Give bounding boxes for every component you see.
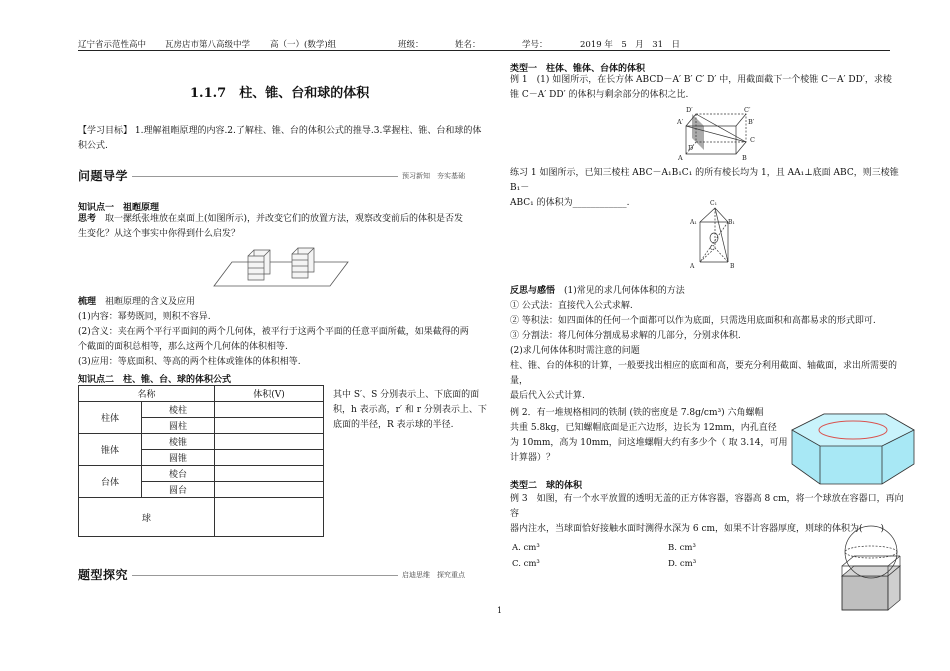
reflection-block — [510, 284, 905, 404]
type-title: 类型一 柱体、锥体、台体的体积 — [510, 64, 646, 74]
table-blank — [215, 498, 324, 537]
svg-text:D: D — [688, 144, 694, 152]
reflection-item: 柱、锥、台的体积的计算，一般要找出相应的底面和高，要充分利用截面、轴截面，求出所需要的量， — [510, 361, 898, 386]
table-header-volume: 体积(V) — [215, 386, 324, 402]
volume-formula-table — [78, 385, 324, 537]
knowledge-point-title: 知识点一 祖暅原理 — [78, 203, 160, 213]
think-label: 思考 — [78, 214, 97, 224]
school-name: 辽宁省示范性高中 — [78, 40, 147, 50]
svg-text:C: C — [710, 245, 715, 252]
svg-text:A: A — [690, 263, 695, 270]
date-label: 2019 年 5 月 31 日 — [580, 40, 681, 50]
comb-block — [78, 295, 503, 370]
table-cell: 棱锥 — [142, 434, 215, 450]
section-title: 问题导学 — [78, 169, 129, 183]
svg-text:B₁: B₁ — [728, 219, 735, 226]
cuboid-figure — [676, 104, 760, 160]
svg-text:B: B — [742, 154, 747, 160]
table-cell: 棱台 — [142, 466, 215, 482]
note-line: 其中 S′、S 分别表示上、下底面的面 — [333, 390, 480, 400]
table-note — [333, 388, 503, 433]
table-group: 锥体 — [79, 434, 142, 466]
svg-text:C′: C′ — [744, 106, 751, 114]
section-rule — [132, 176, 398, 177]
example-2 — [510, 406, 790, 466]
reflection-text: (1)常见的求几何体体积的方法 — [564, 286, 685, 296]
comb-item: 个截面的面积总相等，那么这两个几何体的体积相等. — [78, 342, 288, 352]
example-line: 共重 5.8kg，已知螺帽底面是正六边形，边长为 12mm，内孔直径 — [510, 423, 777, 433]
class-label: 班级： — [398, 40, 424, 50]
option-d[interactable]: D. cm³ — [668, 559, 697, 569]
knowledge-point-title: 知识点二 柱、锥、台、球的体积公式 — [78, 375, 232, 385]
svg-text:C₁: C₁ — [710, 200, 717, 207]
example-line: 例 1 (1) 如图所示，在长方体 ABCD－A′ B′ C′ D′ 中，用截面截下一个棱锥 C－A′ DD′，求棱 — [510, 75, 892, 85]
type-title: 类型二 球的体积 — [510, 481, 583, 491]
table-blank — [215, 434, 324, 450]
example-line: 例 3 如图，有一个水平放置的透明无盖的正方体容器，容器高 8 cm，将一个球放在容器口，再向容 — [510, 494, 904, 519]
reflection-item: 最后代入公式计算. — [510, 391, 585, 401]
section-tag: 预习新知 夯实基础 — [402, 172, 465, 180]
comb-item: (1)内容：幂势既同，则积不容异. — [78, 312, 211, 322]
table-blank — [215, 466, 324, 482]
table-header-name: 名称 — [79, 386, 215, 402]
header-rule — [78, 50, 890, 51]
goal-line: 【学习目标】 1.理解祖暅原理的内容.2.了解柱、锥、台的体积公式的推导.3.掌握柱、锥、台和球的体 — [78, 126, 482, 136]
table-group: 球 — [79, 498, 215, 537]
goal-line: 积公式. — [78, 141, 108, 151]
think-text: 取一摞纸张堆放在桌面上(如图所示)，并改变它们的放置方法，观察改变前后的体积是否发 — [105, 214, 464, 224]
example-line: 例 2．有一堆规格相同的铁制 (铁的密度是 7.8g/cm³) 六角螺帽 — [510, 408, 764, 418]
section-title: 题型探究 — [78, 568, 129, 582]
comb-label: 梳理 — [78, 297, 97, 307]
practice-line: 练习 1 如图所示，已知三棱柱 ABC－A₁B₁C₁ 的所有棱长均为 1，且 AA₁⊥底面 ABC，则三棱锥 B₁－ — [510, 168, 899, 193]
table-blank — [215, 482, 324, 498]
table-cell: 棱柱 — [142, 402, 215, 418]
prism-figure — [690, 198, 742, 270]
think-block — [78, 212, 498, 242]
svg-text:A₁: A₁ — [690, 219, 697, 226]
section-rule — [132, 575, 398, 576]
example-1 — [510, 73, 900, 103]
page-title: 1.1.7 柱、锥、台和球的体积 — [190, 86, 370, 101]
option-a[interactable]: A. cm³ — [512, 543, 540, 553]
table-blank — [215, 450, 324, 466]
reflection-item: ① 公式法：直接代入公式求解. — [510, 301, 633, 311]
learning-goals — [78, 124, 498, 154]
section-tag: 启迪思维 探究重点 — [402, 571, 465, 579]
think-text-2: 生变化？从这个事实中你得到什么启发？ — [78, 229, 241, 239]
reflection-item: ② 等积法：如四面体的任何一个面都可以作为底面，只需选用底面积和高都易求的形式即可. — [510, 316, 876, 326]
practice-line: ABC₁ 的体积为____________. — [510, 198, 630, 208]
school-name-2: 瓦房店市第八高级中学 — [165, 40, 251, 50]
group-label: 高（一）(数学)组 — [270, 40, 337, 50]
comb-item: (3)应用：等底面积、等高的两个柱体或锥体的体积相等. — [78, 357, 301, 367]
reflection-title: 反思与感悟 — [510, 286, 556, 296]
page-number: 1 — [497, 606, 503, 615]
comb-text: 祖暅原理的含义及应用 — [105, 297, 196, 307]
table-cell: 圆柱 — [142, 418, 215, 434]
id-label: 学号： — [522, 40, 548, 50]
svg-text:A: A — [678, 154, 683, 160]
table-group: 台体 — [79, 466, 142, 498]
comb-item: (2)含义：夹在两个平行平面间的两个几何体，被平行于这两个平面的任意平面所截，如果截得的两 — [78, 327, 469, 337]
example-line: 为 10mm，高为 10mm，问这堆螺帽大约有多少个（ 取 3.14，可用 — [510, 438, 788, 448]
note-line: 积，h 表示高，r′ 和 r 分别表示上、下 — [333, 405, 487, 415]
note-line: 底面的半径，R 表示球的半径. — [333, 420, 454, 430]
svg-text:B′: B′ — [748, 118, 755, 126]
example-line: 器内注水，当球面恰好接触水面时测得水深为 6 cm，如果不计容器厚度，则球的体积为( ) — [510, 524, 885, 534]
option-b[interactable]: B. cm³ — [668, 543, 696, 553]
table-blank — [215, 418, 324, 434]
example-line: 锥 C－A′ DD′ 的体积与剩余部分的体积之比. — [510, 90, 689, 100]
table-group: 柱体 — [79, 402, 142, 434]
example-line: 计算器）？ — [510, 453, 556, 463]
table-cell: 圆台 — [142, 482, 215, 498]
svg-text:A′: A′ — [677, 118, 684, 126]
option-c[interactable]: C. cm³ — [512, 559, 540, 569]
svg-text:C: C — [750, 136, 755, 144]
table-cell: 圆锥 — [142, 450, 215, 466]
name-label: 姓名： — [455, 40, 481, 50]
reflection-item: ③ 分割法：将几何体分割成易求解的几部分，分别求体积. — [510, 331, 741, 341]
table-blank — [215, 402, 324, 418]
hex-nut-figure — [790, 408, 916, 490]
reflection-item: (2)求几何体体积时需注意的问题 — [510, 346, 640, 356]
cube-sphere-figure — [836, 522, 908, 614]
paper-stack-figure — [212, 244, 352, 288]
svg-text:B: B — [730, 263, 735, 270]
svg-text:D′: D′ — [686, 106, 693, 114]
